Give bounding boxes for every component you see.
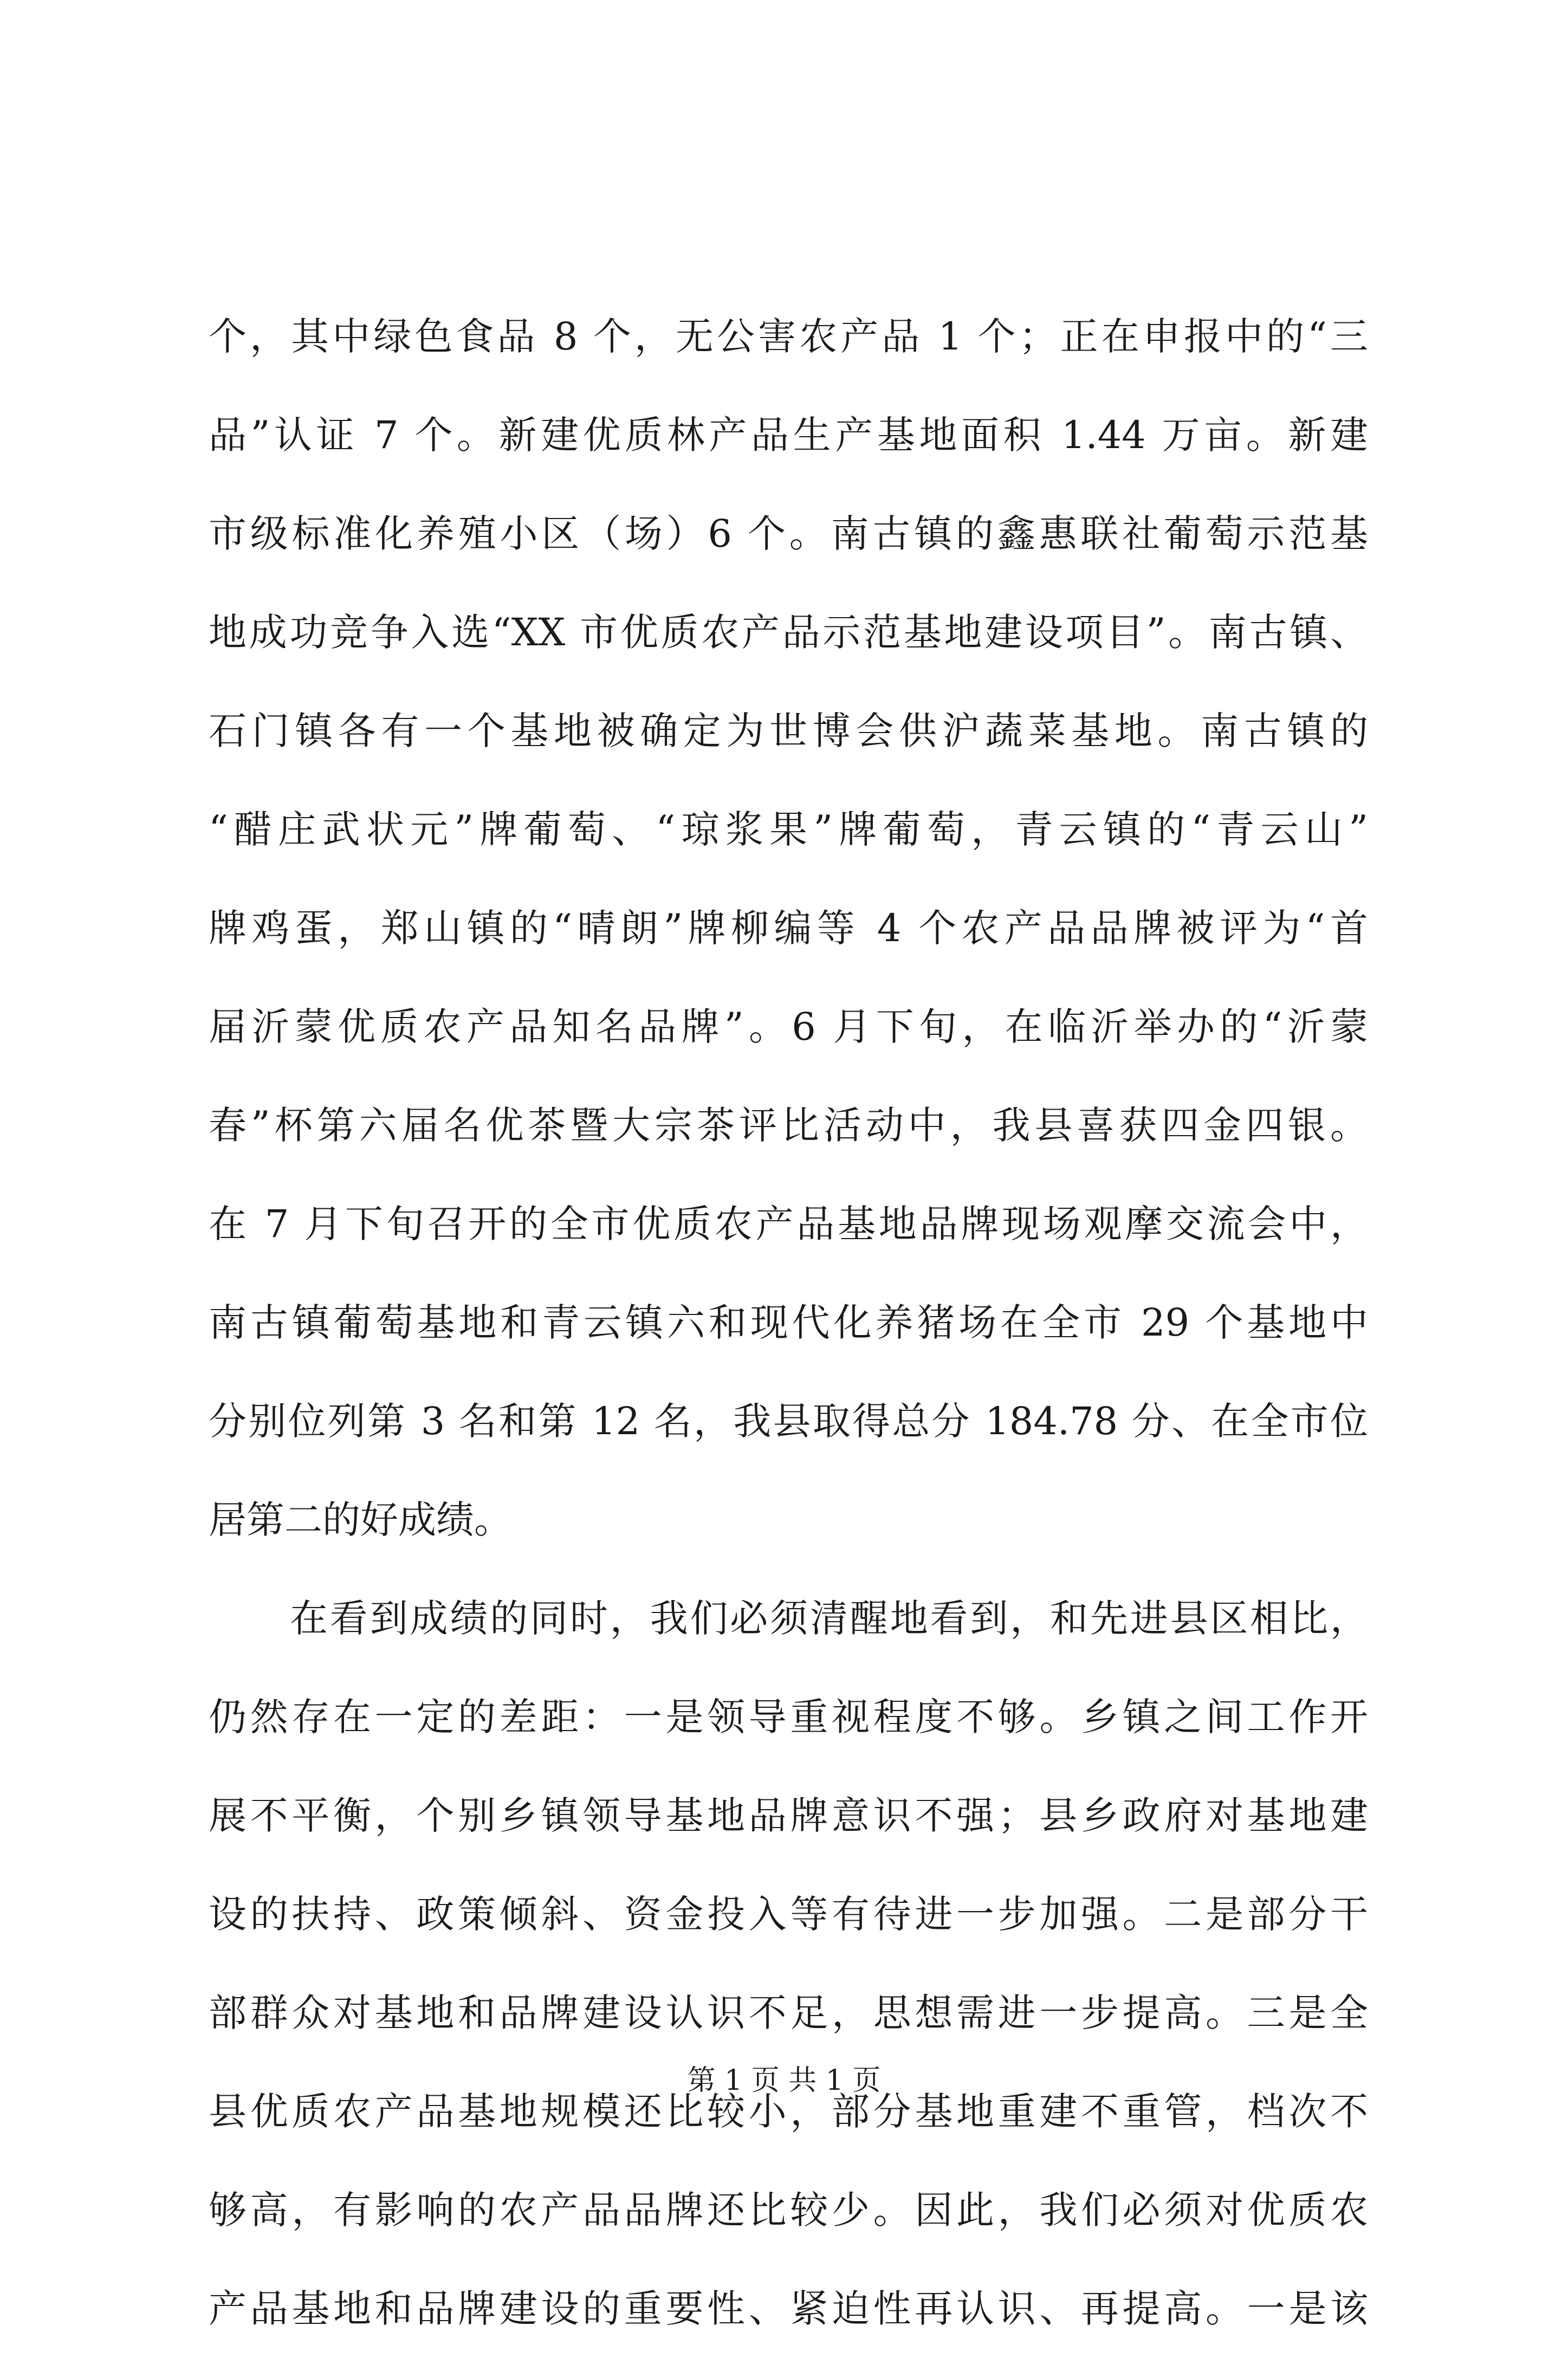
document-body	[209, 287, 1368, 2358]
text-line: 展不平衡，个别乡镇领导基地品牌意识不强；县乡政府对基地建	[209, 1793, 1368, 1838]
text-line: 届沂蒙优质农产品知名品牌”。6 月下旬，在临沂举办的“沂蒙	[209, 1005, 1368, 1049]
text-line: 产品基地和品牌建设的重要性、紧迫性再认识、再提高。一是该	[209, 2286, 1368, 2331]
text-line: 县优质农产品基地规模还比较小，部分基地重建不重管，档次不	[209, 2089, 1368, 2134]
text-line: 南古镇葡萄基地和青云镇六和现代化养猪场在全市 29 个基地中	[209, 1300, 1368, 1345]
page-footer	[0, 2059, 1568, 2102]
text-line: 在 7 月下旬召开的全市优质农产品基地品牌现场观摩交流会中，	[209, 1202, 1368, 1246]
text-line: 仍然存在一定的差距：一是领导重视程度不够。乡镇之间工作开	[209, 1695, 1368, 1739]
text-line: 设的扶持、政策倾斜、资金投入等有待进一步加强。二是部分干	[209, 1892, 1368, 1936]
text-line: 地成功竞争入选“XX 市优质农产品示范基地建设项目”。南古镇、	[209, 610, 1368, 655]
paragraph-first-line: 在看到成绩的同时，我们必须清醒地看到，和先进县区相比，	[290, 1596, 1368, 1641]
text-line: 石门镇各有一个基地被确定为世博会供沪蔬菜基地。南古镇的	[209, 709, 1368, 753]
text-line: 部群众对基地和品牌建设认识不足，思想需进一步提高。三是全	[209, 1991, 1368, 2035]
text-line: 市级标准化养殖小区（场）6 个。南古镇的鑫惠联社葡萄示范基	[209, 511, 1368, 556]
text-line: 个，其中绿色食品 8 个，无公害农产品 1 个；正在申报中的“三	[209, 314, 1368, 359]
text-line: 牌鸡蛋，郑山镇的“晴朗”牌柳编等 4 个农产品品牌被评为“首	[209, 906, 1368, 950]
text-line: “醋庄武状元”牌葡萄、“琼浆果”牌葡萄，青云镇的“青云山”	[209, 807, 1368, 852]
text-line: 居第二的好成绩。	[209, 1498, 512, 1542]
text-line: 够高，有影响的农产品品牌还比较少。因此，我们必须对优质农	[209, 2188, 1368, 2232]
page-number-label: 第 1 页 共 1 页	[687, 2064, 881, 2097]
text-line: 春”杯第六届名优茶暨大宗茶评比活动中，我县喜获四金四银。	[209, 1103, 1368, 1148]
text-line: 品”认证 7 个。新建优质林产品生产基地面积 1.44 万亩。新建	[209, 413, 1368, 457]
text-line: 分别位列第 3 名和第 12 名，我县取得总分 184.78 分、在全市位	[209, 1399, 1368, 1443]
